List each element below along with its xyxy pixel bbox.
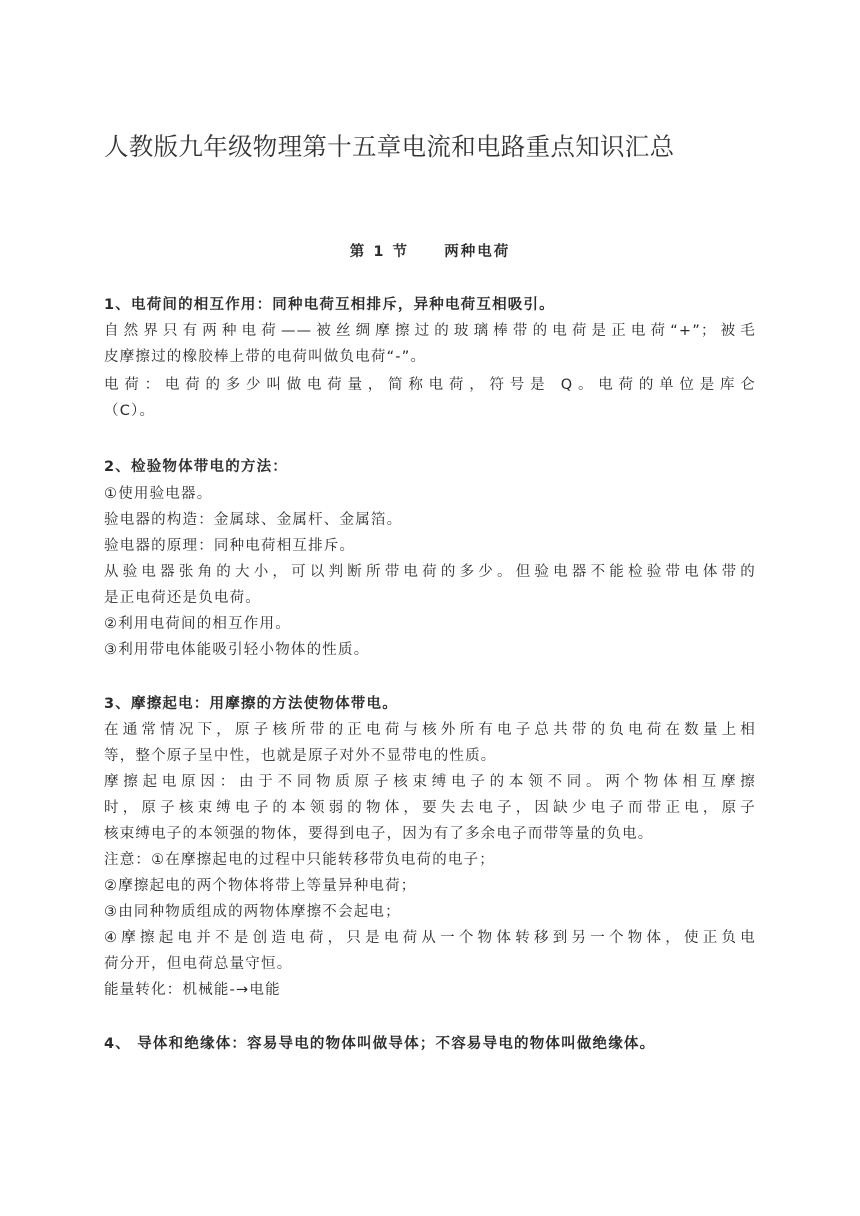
paragraph-line: 验电器的原理：同种电荷相互排斥。 bbox=[104, 538, 356, 554]
paragraph-line: ①使用验电器。 bbox=[104, 486, 213, 502]
paragraph-line: 从验电器张角的大小，可以判断所带电荷的多少。但验电器不能检验带电体带的 bbox=[104, 564, 756, 580]
paragraph-line: 在通常情况下，原子核所带的正电荷与核外所有电子总共带的负电荷在数量上相 bbox=[104, 722, 756, 738]
point-2-heading: 2、检验物体带电的方法： bbox=[104, 459, 288, 475]
paragraph-line: 荷分开，但电荷总量守恒。 bbox=[104, 956, 293, 972]
paragraph-line: 能量转化：机械能-→电能 bbox=[104, 982, 281, 998]
paragraph-line: 时，原子核束缚电子的本领弱的物体，要失去电子，因缺少电子而带正电，原子 bbox=[104, 800, 756, 816]
paragraph-line: 等，整个原子呈中性，也就是原子对外不显带电的性质。 bbox=[104, 748, 497, 764]
point-1-heading: 1、电荷间的相互作用：同种电荷互相排斥，异种电荷互相吸引。 bbox=[104, 297, 555, 313]
paragraph-line: ②摩擦起电的两个物体将带上等量异种电荷； bbox=[104, 878, 417, 894]
paragraph-line: 摩擦起电原因：由于不同物质原子核束缚电子的本领不同。两个物体相互摩擦 bbox=[104, 774, 756, 790]
section-heading: 第 1 节 两种电荷 bbox=[349, 244, 511, 260]
paragraph-line: ②利用电荷间的相互作用。 bbox=[104, 616, 291, 632]
paragraph-line: 验电器的构造：金属球、金属杆、金属箔。 bbox=[104, 512, 403, 528]
paragraph-line: 自然界只有两种电荷——被丝绸摩擦过的玻璃棒带的电荷是正电荷“+”；被毛 bbox=[104, 323, 756, 339]
document-title: 人教版九年级物理第十五章电流和电路重点知识汇总 bbox=[104, 132, 675, 161]
paragraph-line: 注意：①在摩擦起电的过程中只能转移带负电荷的电子； bbox=[104, 852, 495, 868]
paragraph-line: 是正电荷还是负电荷。 bbox=[104, 590, 261, 606]
point-4-heading: 4、 导体和绝缘体：容易导电的物体叫做导体；不容易导电的物体叫做绝缘体。 bbox=[104, 1036, 656, 1052]
paragraph-line: ④摩擦起电并不是创造电荷，只是电荷从一个物体转移到另一个物体，使正负电 bbox=[104, 930, 756, 946]
paragraph-line: ③利用带电体能吸引轻小物体的性质。 bbox=[104, 642, 370, 658]
paragraph-line: 皮摩擦过的橡胶棒上带的电荷叫做负电荷“-”。 bbox=[104, 349, 427, 365]
paragraph-line: ③由同种物质组成的两物体摩擦不会起电； bbox=[104, 904, 401, 920]
point-3-heading: 3、摩擦起电：用摩擦的方法使物体带电。 bbox=[104, 696, 398, 712]
paragraph-line: 电荷：电荷的多少叫做电荷量，简称电荷，符号是 Q。电荷的单位是库仑 bbox=[104, 377, 756, 393]
paragraph-line: （C）。 bbox=[104, 403, 156, 419]
paragraph-line: 核束缚电子的本领强的物体，要得到电子，因为有了多余电子而带等量的负电。 bbox=[104, 826, 654, 842]
